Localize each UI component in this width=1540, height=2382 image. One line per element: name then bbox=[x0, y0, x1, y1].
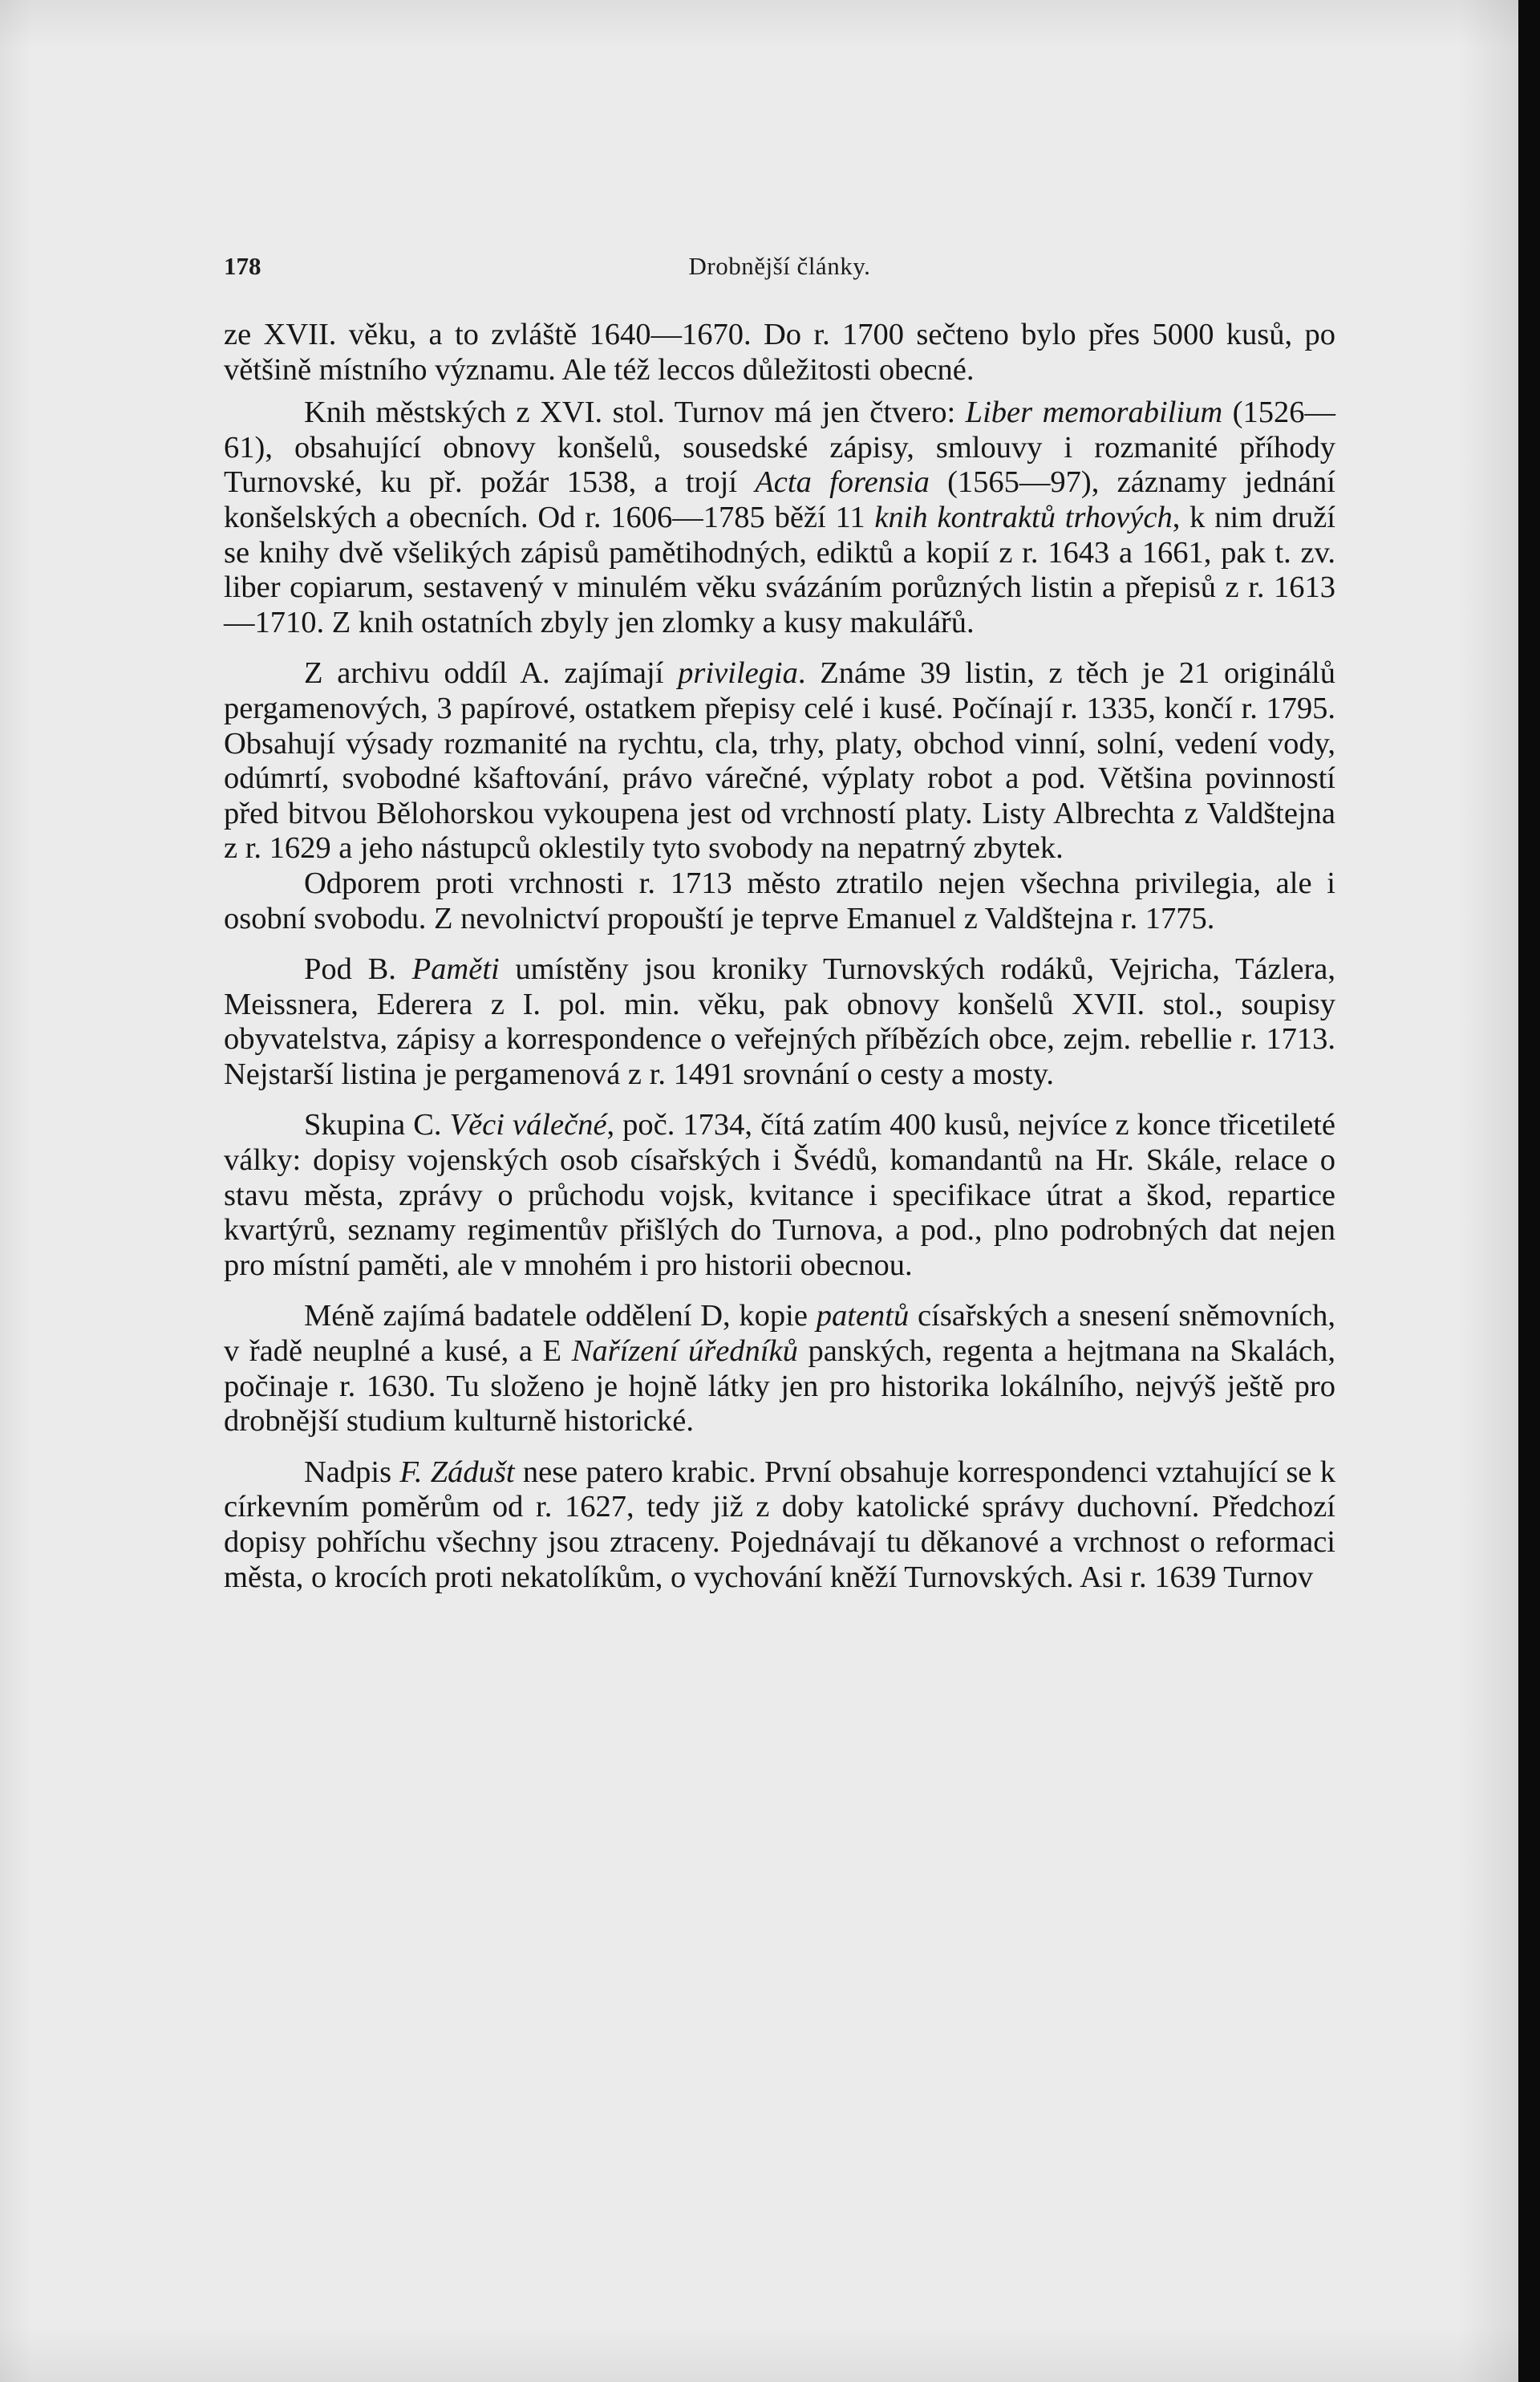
running-head: Drobnější články. bbox=[688, 252, 871, 280]
paragraph-7: Méně zajímá badatele oddělení D, kopie patentů císařských a snesení sněmovních, v řadě neuplné a kusé, a E Nařízení úředníků panských, regenta a hejtmana na Skalách, počinaje r. 1630. Tu složeno je hojně látky jen pro historika lokálního, nejvýš ještě pro drobnější studium kulturně historické. bbox=[224, 1299, 1336, 1439]
paragraph-5: Pod B. Paměti umístěny jsou kroniky Turnovských rodáků, Vejricha, Tázlera, Meissnera, Ederera z I. pol. min. věku, pak obnovy konšelů XVII. stol., soupisy obyvatelstva, zápisy a korrespondence o veřejných příbězích obce, zejm. rebellie r. 1713. Nejstarší listina je pergamenová z r. 1491 srovnání o cesty a mosty. bbox=[224, 952, 1335, 1091]
paragraph-6: Skupina C. Věci válečné, poč. 1734, čítá zatím 400 kusů, nejvíce z konce třicetileté války: dopisy vojenských osob císařských i Švédů, komandantů na Hr. Skále, relace o stavu města, zprávy o průchodu vojsk, kvitance i specifikace útrat a škod, repartice kvartýrů, seznamy regimentův přišlých do Turnova, a pod., plno podrobných dat nejen pro místní paměti, ale v mnohém i pro historii obecnou. bbox=[224, 1108, 1335, 1282]
paragraph-1: ze XVII. věku, a to zvláště 1640—1670. Do r. 1700 sečteno bylo přes 5000 kusů, po většině místního významu. Ale též leccos důležitosti obecné. bbox=[224, 318, 1335, 387]
body-text bbox=[224, 318, 1335, 1595]
italic-term-zadusi: F. Zádušt bbox=[399, 1455, 515, 1489]
italic-term-patentu: patentů bbox=[816, 1299, 910, 1333]
italic-term-narizeni-uredniku: Nařízení úředníků bbox=[571, 1334, 798, 1369]
italic-term-privilegia: privilegia bbox=[678, 656, 798, 691]
paragraph-4: Odporem proti vrchnosti r. 1713 město ztratilo nejen všechna privilegia, ale i osobní svobodu. Z nevolnictví propouští je teprve Emanuel z Valdštejna r. 1775. bbox=[224, 866, 1335, 935]
paragraph-8: Nadpis F. Zádušt nese patero krabic. První obsahuje korrespondenci vztahující se k církevním poměrům od r. 1627, tedy již z doby katolické správy duchovní. Předchozí dopisy pohříchu všechny jsou ztraceny. Pojednávají tu děkanové a vrchnost o reformaci města, o krocích proti nekatolíkům, o vychování kněží Turnovských. Asi r. 1639 Turnov bbox=[224, 1455, 1335, 1594]
paragraph-2: Knih městských z XVI. stol. Turnov má jen čtvero: Liber memorabilium (1526—61), obsahující obnovy konšelů, sousedské zápisy, smlouvy i rozmanité příhody Turnovské, ku př. požár 1538, a trojí Acta forensia (1565—97), záznamy jednání konšelských a obecních. Od r. 1606—1785 běží 11 knih kontraktů trhových, k nim druží se knihy dvě všelikých zápisů pamětihodných, ediktů a kopií z r. 1643 a 1661, pak t. zv. liber copiarum, sestavený v minulém věku svázáním porůzných listin a přepisů z r. 1613—1710. Z knih ostatních zbyly jen zlomky a kusy makulářů. bbox=[224, 396, 1336, 639]
page-header bbox=[224, 252, 1335, 292]
italic-title-knih-kontraktu: knih kontraktů trhových bbox=[874, 500, 1173, 534]
scanner-edge bbox=[1518, 0, 1540, 2382]
italic-title-liber-memorabilium: Liber memorabilium bbox=[965, 396, 1223, 430]
italic-term-veci-valecne: Věci válečné bbox=[449, 1108, 607, 1142]
italic-title-acta-forensia: Acta forensia bbox=[755, 465, 930, 500]
page-number: 178 bbox=[224, 252, 261, 280]
italic-term-pameti: Paměti bbox=[411, 952, 500, 987]
paragraph-3: Z archivu oddíl A. zajímají privilegia. Známe 39 listin, z těch je 21 originálů pergamenových, 3 papírové, ostatkem přepisy celé i kusé. Počínají r. 1335, končí r. 1795. Obsahují výsady rozmanité na rychtu, cla, trhy, platy, obchod vinní, solní, vedení vody, odúmrtí, svobodné kšaftování, právo várečné, výplaty robot a pod. Většina povinností před bitvou Bělohorskou vykoupena jest od vrchností platy. Listy Albrechta z Valdštejna z r. 1629 a jeho nástupců oklestily tyto svobody na nepatrný zbytek. bbox=[224, 656, 1336, 866]
